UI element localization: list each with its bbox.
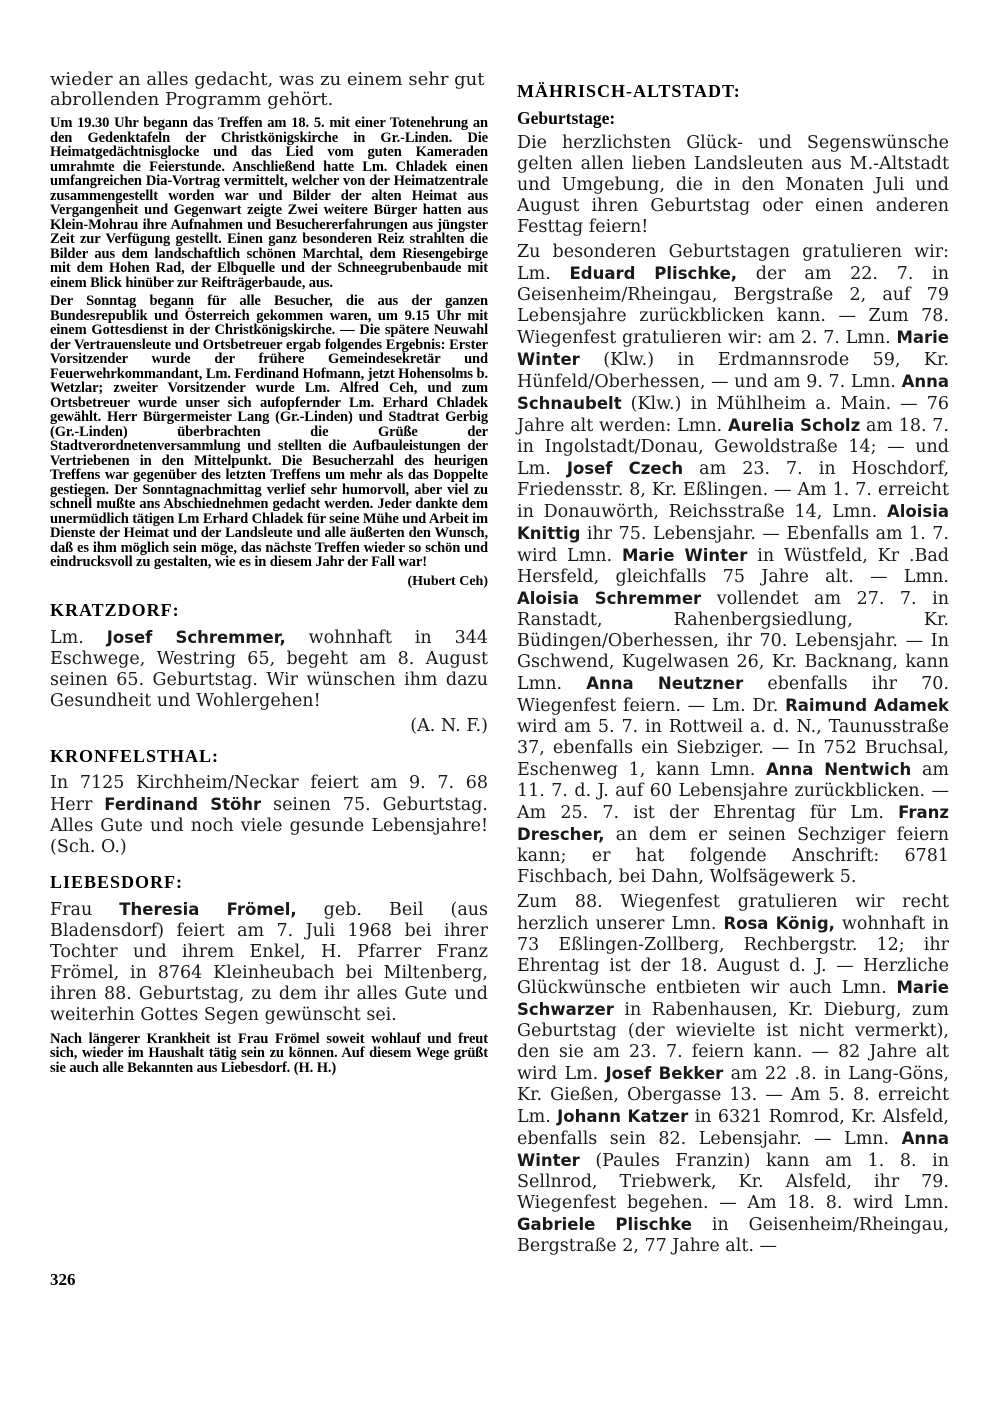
- kratzdorf-heading: KRATZDORF:: [50, 599, 180, 620]
- intro-paragraph: Die herzlichsten Glück- und Segenswünsche gelten allen lieben Landsleuten aus M.-Altstadt und Umgebung, die in den Monaten Juli und August ihren Geburtstag oder einen anderen Festtag feiern!: [517, 133, 949, 237]
- page-number: 326: [50, 1270, 76, 1289]
- kronfelsthal-text: In 7125 Kirchheim/Neckar feiert am 9. 7. 68 Herr Ferdinand Stöhr seinen 75. Geburtstag. Alles Gute und noch viele gesunde Lebensjahre! (Sch. O.): [50, 772, 488, 857]
- kronfelsthal-heading: KRONFELSTHAL:: [50, 745, 220, 766]
- right-column: [517, 75, 949, 1261]
- kratzdorf-signature: (A. N. F.): [410, 715, 488, 736]
- kratzdorf-text: Lm. Josef Schremmer, wohnhaft in 344 Eschwege, Westring 65, begeht am 8. August seinen 65. Geburtstag. Wir wünschen ihm dazu Gesundheit und Wohlergehen!: [50, 627, 488, 711]
- report-paragraph-1: Um 19.30 Uhr begann das Treffen am 18. 5. mit einer Totenehrung an den Gedenktafeln der Christkönigskirche in Gr.-Linden. Die Heimatgedächtnisglocke und das Lied vom guten Kameraden umrahmte die Feierstunde. Anschließend hatte Lm. Chladek einen umfangreichen Dia-Vortrag vermittelt, welcher von der Heimatzentrale zusammengestellt worden war und Bilder der alten Heimat aus Vergangenheit und Gegenwart zeigte Zwei weitere Bürger hatten aus Klein-Mohrau ihre Aufnahmen und Besuchererfahrungen aus jüngster Zeit zur Verfügung gestellt. Einen ganz besonderen Reiz strahlten die Bilder aus dem landschaftlich schönen Marchtal, dem Riesengebirge mit dem Hohen Rad, der Elbquelle und der Schneegrubenbaude mit einem Blick hinüber zur Reifträgerbaude, aus.: [50, 115, 488, 291]
- intro-text: wieder an alles gedacht, was zu einem sehr gut abrollenden Programm gehört.: [50, 69, 485, 110]
- liebesdorf-note: Nach längerer Krankheit ist Frau Frömel soweit wohlauf und freut sich, wieder im Haushalt tätig sein zu können. Auf diesem Wege grüßt sie auch alle Bekannten aus Liebesdorf. (H. H.): [50, 1030, 488, 1076]
- left-column: [50, 70, 488, 1079]
- liebesdorf-text: Frau Theresia Frömel, geb. Beil (aus Bladensdorf) feiert am 7. Juli 1968 bei ihrer Tochter und ihrem Enkel, H. Pfarrer Franz Frömel, in 8764 Kleinheubach bei Miltenberg, ihren 88. Geburtstag, zu dem ihr alles Gute und weiterhin Gottes Segen gewünscht sei.: [50, 899, 489, 1025]
- maehrisch-altstadt-heading: MÄHRISCH-ALTSTADT:: [517, 81, 741, 101]
- birthday-paragraph-2: Zum 88. Wiegenfest gratulieren wir recht herzlich unserer Lmn. Rosa König, wohnhaft in 73 Eßlingen-Zollberg, Rechbergstr. 12; ihr Ehrentag ist der 18. August d. J. — Herzliche Glückwünsche entbieten wir auch Lmn. Marie Schwarzer in Rabenhausen, Kr. Dieburg, zum Geburtstag (der wievielte ist nicht vermerkt), den sie am 23. 7. feiern kann. — 82 Jahre alt wird Lm. Josef Bekker am 22 .8. in Lang-Göns, Kr. Gießen, Obergasse 13. — Am 5. 8. erreicht Lm. Johann Katzer in 6321 Romrod, Kr. Alsfeld, ebenfalls sein 82. Lebensjahr. — Lmn. Anna Winter (Paules Franzin) kann am 1. 8. in Sellnrod, Triebwerk, Kr. Alsfeld, ihr 79. Wiegenfest begehen. — Am 18. 8. wird Lmn. Gabriele Plischke in Geisenheim/Rheingau, Bergstraße 2, 77 Jahre alt. —: [517, 892, 950, 1256]
- report-paragraph-2: Der Sonntag begann für alle Besucher, die aus der ganzen Bundesrepublik und Österreich gekommen waren, um 9.15 Uhr mit einem Gottesdienst in der Christkönigskirche. — Die spätere Neuwahl der Vertrauensleute und Ortsbetreuer ergab folgendes Ergebnis: Erster Vorsitzender wurde der frühere Gemeindesekretär und Feuerwehrkommandant, Lm. Ferdinand Hofmann, jetzt Hohensolms b. Wetzlar; zweiter Vorsitzender wurde Lm. Alfred Ceh, und zum Ortsbetreuer wurde unser sich aufopfernder Lm. Erhard Chladek gewählt. Herr Bürgermeister Lang (Gr.-Linden) und Stadtrat Gerbig (Gr.-Linden) überbrachten die Grüße der Stadtverordnetenversammlung und stellten die Aufbauleistungen der Vertriebenen in den Mittelpunkt. Die Besucherzahl des heurigen Treffens war gegenüber des letzten Treffens um mehr als das Doppelte gestiegen. Der Sonntagnachmittag verlief sehr humorvoll, aber viel zu schnell mußte ans Abschiednehmen gedacht werden. Jeder dankte dem unermüdlich tätigen Lm Erhard Chladek für seine Mühe und Arbeit im Dienste der Heimat und der Landsleute und alle äußerten den Wunsch, daß es ihm möglich sein möge, das nächste Treffen wieder so schön und eindrucksvoll zu gestalten, wie es in diesem Jahr der Fall war!: [50, 293, 488, 570]
- birthday-paragraph-1: Zu besonderen Geburtstagen gratulieren wir: Lm. Eduard Plischke, der am 22. 7. in Geisenheim/Rheingau, Bergstraße 2, auf 79 Lebensjahre zurückblicken kann. — Zum 78. Wiegenfest gratulieren wir: am 2. 7. Lmn. Marie Winter (Klw.) in Erdmannsrode 59, Kr. Hünfeld/Oberhessen, — und am 9. 7. Lmn. Anna Schnaubelt (Klw.) in Mühlheim a. Main. — 76 Jahre alt werden: Lmn. Aurelia Scholz am 18. 7. in Ingolstadt/Donau, Gewoldstraße 14; — und Lm. Josef Czech am 23. 7. in Hoschdorf, Friedensstr. 8, Kr. Eßlingen. — Am 1. 7. erreicht in Donauwörth, Reichsstraße 14, Lmn. Aloisia Knittig ihr 75. Lebensjahr. — Ebenfalls am 1. 7. wird Lmn. Marie Winter in Wüstfeld, Kr .Bad Hersfeld, gleichfalls 75 Jahre alt. — Lmn. Aloisia Schremmer vollendet am 27. 7. in Ranstadt, Rahenbergsiedlung, Kr. Büdingen/Oberhessen, ihr 70. Lebensjahr. — In Gschwend, Kugelwasen 26, Kr. Backnang, kann Lmn. Anna Neutzner ebenfalls ihr 70. Wiegenfest feiern. — Lm. Dr. Raimund Adamek wird am 5. 7. in Rottweil a. d. N., Taunusstraße 37, ebenfalls ein Siebziger. — In 752 Bruchsal, Eschenweg 1, kann Lmn. Anna Nentwich am 11. 7. d. J. auf 60 Lebensjahre zurückblicken. — Am 25. 7. ist der Ehrentag für Lm. Franz Drescher, an dem er seinen Sechziger feiern kann; er hat folgende Anschrift: 6781 Fischbach, bei Dahn, Wolfsägewerk 5.: [517, 242, 950, 887]
- geburtstage-subheading: Geburtstage:: [517, 108, 616, 128]
- report-signature: (Hubert Ceh): [407, 573, 488, 589]
- liebesdorf-heading: LIEBESDORF:: [50, 871, 184, 892]
